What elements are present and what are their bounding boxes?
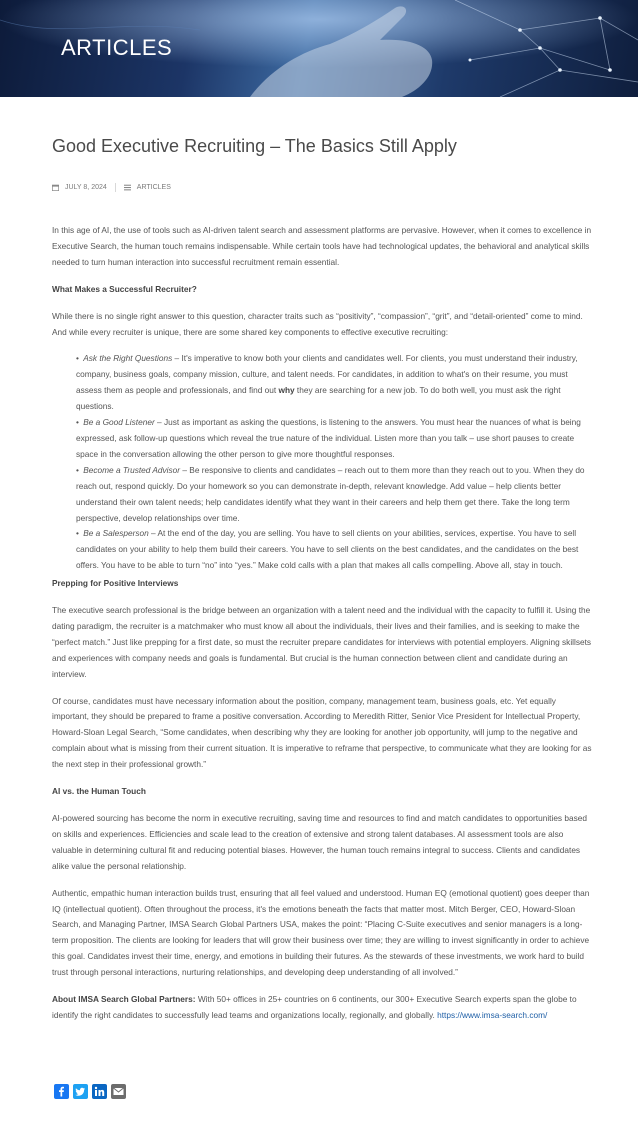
list-item-text: they are searching for a new job. To do both well, you must ask the right questions.: [76, 385, 561, 412]
section-heading: What Makes a Successful Recruiter?: [52, 283, 197, 294]
list-item: [76, 351, 592, 415]
list-item-lead: Ask the Right Questions: [83, 353, 173, 364]
share-buttons: [54, 1084, 126, 1099]
list-item-text: – Just as important as asking the questions, is listening to the answers. You must hear the nuances of what is being expressed, ask follow-up questions which reveal the true nature of the individual. Listen more than you talk – use short pauses to create space in the conversation allowing the other person to give more thoughtful responses.: [76, 417, 581, 459]
body-paragraph: The executive search professional is the bridge between an organization with a talent need and the individual with the capacity to fulfill it. Using the dating paradigm, the recruiter is a matchmaker who must know all about the individuals, their lives and their families, and is seeking to make the “perfect match.” Just like prepping for a first date, so must the recruiter prepare candidates for interviews with potential employers. Aligning skillsets and experiences with company needs and goals is fundamental. But crucial is the human connection between client and candidate during an interview.: [52, 605, 592, 679]
article-title: Good Executive Recruiting – The Basics Still Apply: [52, 136, 457, 156]
meta-divider: [115, 183, 116, 192]
bullet-glyph: •: [76, 528, 79, 539]
bullet-glyph: •: [76, 417, 79, 428]
email-share-button[interactable]: [111, 1084, 126, 1099]
list-icon: [124, 184, 131, 191]
list-item-lead: Be a Salesperson: [83, 528, 149, 539]
list-item-text: – Be responsive to clients and candidates – reach out to them more than they reach out to you. When they do reach out, respond quickly. Do your homework so you can demonstrate in-depth, relevant knowledge. Add value – help clients better understand their own talent needs; help candidates identify what they want in their careers and help them get there. Take the long term perspective, develop relationships over time.: [76, 464, 585, 523]
facebook-share-button[interactable]: [54, 1084, 69, 1099]
article-category-link[interactable]: ARTICLES: [136, 183, 171, 191]
twitter-icon: [73, 1084, 88, 1099]
list-item-emphasis: why: [278, 385, 295, 396]
bullet-glyph: •: [76, 464, 79, 475]
article-date: JULY 8, 2024: [65, 183, 107, 191]
key-components-list: [52, 351, 592, 574]
list-item: [76, 526, 592, 574]
about-text: With 50+ offices in 25+ countries on 6 continents, our 300+ Executive Search experts span the globe to identify the right candidates to successfully lead teams and organizations locally, regionally, and globally.: [52, 994, 577, 1020]
article-meta: [52, 181, 171, 193]
twitter-share-button[interactable]: [73, 1084, 88, 1099]
intro-paragraph: In this age of AI, the use of tools such as AI-driven talent search and assessment platforms are pervasive. However, when it comes to excellence in Executive Search, the human touch remains indispensable. While certain tools have had technological updates, the behavioral and analytical skills needed to turn human interaction into successful recruitment remain essential.: [52, 225, 592, 267]
list-item-text: – At the end of the day, you are selling. You have to sell clients on your abilities, services, expertise. You have to sell candidates on your ability to help them build their careers. You have to sell clients on the best candidates, and the candidates on the best offers. You have to be able to turn “no” into “yes.” Make cold calls with a plan that makes all calls compelling. Above all, stay in touch.: [76, 528, 579, 571]
hero-title: ARTICLES: [61, 35, 173, 60]
body-paragraph: While there is no single right answer to this question, character traits such as “positivity”, “compassion”, “grit”, and “detail-oriented” come to mind. And while every recruiter is unique, there are some shared key components to effective executive recruiting:: [52, 310, 583, 337]
bullet-glyph: •: [76, 353, 79, 364]
article-body: [52, 223, 592, 1035]
linkedin-icon: [92, 1084, 107, 1099]
body-paragraph: Authentic, empathic human interaction builds trust, ensuring that all feel valued and understood. Human EQ (emotional quotient) goes deeper than IQ (intellectual quotient). Often throughout the process, it's the emotions beneath the facts that matter most. Mitch Berger, CEO, Howard-Sloan Search, and Managing Partner, IMSA Search Global Partners USA, makes the point: “Placing C-Suite executives and senior managers is a long-term proposition. The clients are looking for leaders that will grow their business over time; they are willing to invest significantly in order to achieve this goal. Candidates invest their time, energy, and emotions in building their futures. As the stewards of these investments, we work hard to build trust through personal interactions, nurturing relationships, and developing deep understanding of all involved.”: [52, 887, 590, 978]
linkedin-share-button[interactable]: [92, 1084, 107, 1099]
body-paragraph: Of course, candidates must have necessary information about the position, company, management team, business goals, etc. Yet equally important, they should be prepared to frame a positive conversation. According to Meredith Ritter, Senior Vice President for Intellectual Property, Howard-Sloan Legal Search, “Some candidates, when describing why they are looking for another job opportunity, will jump to the negative and complain about what is missing from their current situation. It is imperative to reframe that perspective, to communicate what they are looking for as the next step in their professional growth.”: [52, 695, 592, 770]
page-hero-banner: [0, 0, 638, 97]
about-paragraph: [52, 992, 592, 1024]
list-item: [76, 463, 592, 527]
list-item-text: – It's imperative to know both your clients and candidates well. For clients, you must understand their industry, company, business goals, company mission, culture, and talent needs. For candidates, in addition to what's on their resume, you must assess them as people and professionals, and find out: [76, 353, 578, 396]
email-icon: [111, 1084, 126, 1099]
article-page: [0, 97, 638, 1131]
list-item-lead: Become a Trusted Advisor: [83, 464, 181, 475]
list-item-lead: Be a Good Listener: [83, 417, 155, 428]
facebook-icon: [54, 1084, 69, 1099]
section-heading: AI vs. the Human Touch: [52, 786, 146, 797]
body-paragraph: AI-powered sourcing has become the norm in executive recruiting, saving time and resources to find and match candidates to opportunities based on skills and experiences. Efficiencies and scale lead to the creation of extensive and strong talent databases. AI assessment tools are also valuable in determining cultural fit and reducing potential biases. However, the human touch remains integral to success. Clients and candidates alike value the personal relationship.: [52, 813, 587, 871]
about-label: About IMSA Search Global Partners:: [52, 994, 196, 1005]
section-heading: Prepping for Positive Interviews: [52, 578, 179, 589]
calendar-icon: [52, 184, 59, 191]
list-item: [76, 415, 592, 463]
imsa-website-link[interactable]: https://www.imsa-search.com/: [437, 1009, 548, 1020]
